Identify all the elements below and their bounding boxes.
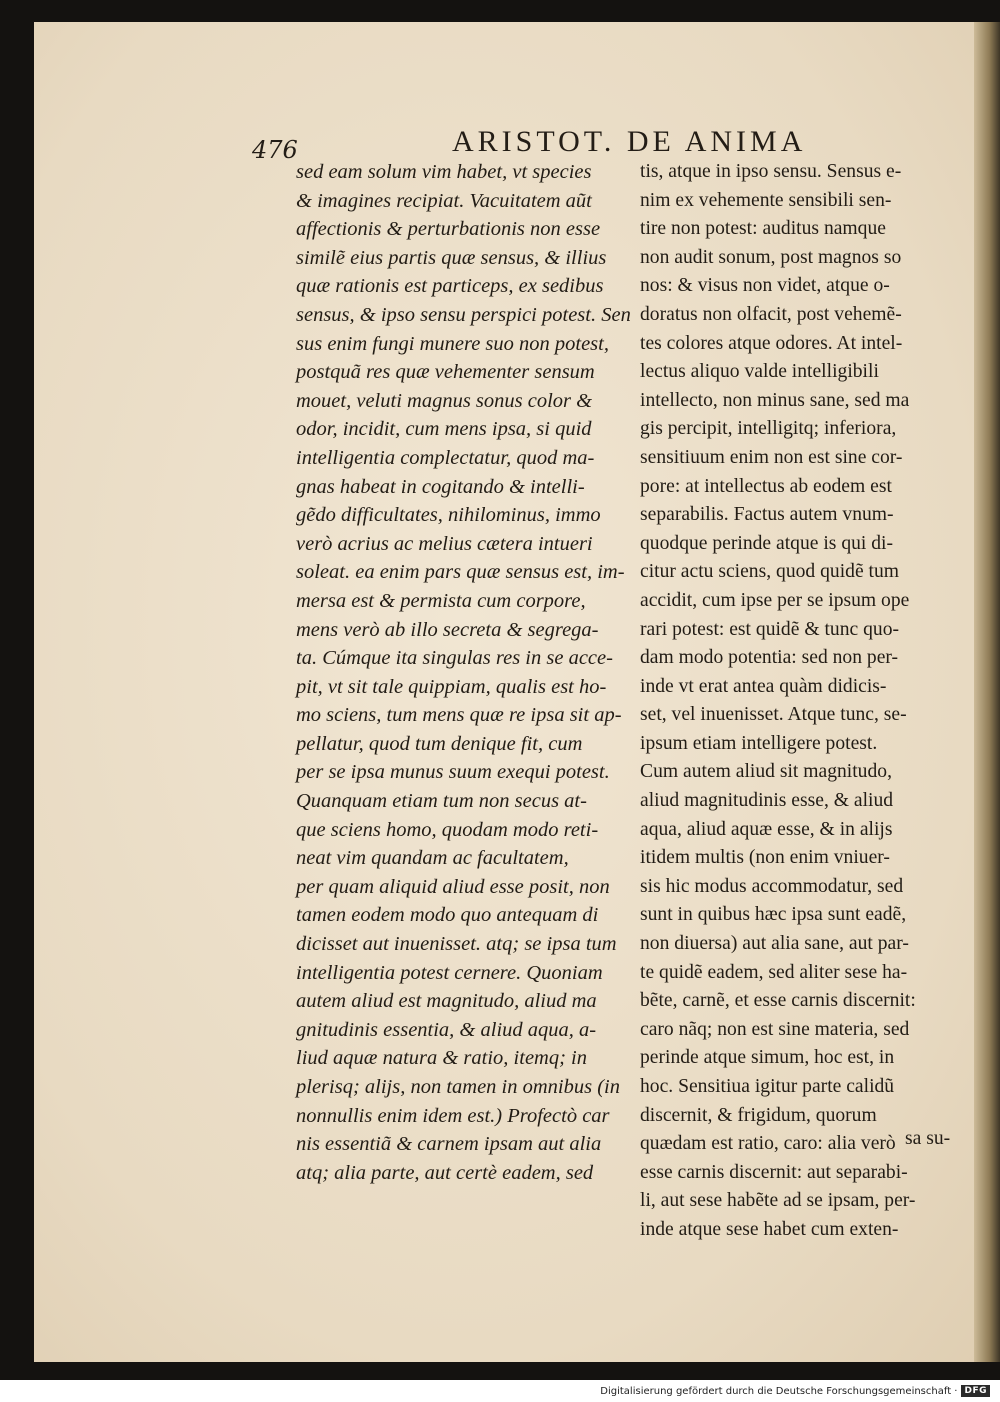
left-column-line: gnitudinis essentia, & aliud aqua, a- <box>296 1018 597 1041</box>
right-column-line: nim ex vehemente sensibili sen- <box>640 189 892 211</box>
left-column-line: intelligentia complectatur, quod ma- <box>296 446 595 469</box>
left-column-line: affectionis & perturbationis non esse <box>296 218 601 241</box>
right-column-line: rari potest: est quidẽ & tunc quo- <box>640 618 900 640</box>
left-column-line: soleat. ea enim pars quæ sensus est, im- <box>296 561 625 584</box>
right-column-line: itidem multis (non enim vniuer- <box>640 847 890 869</box>
left-column-line: sed eam solum vim habet, vt species <box>296 161 592 183</box>
right-column-line: te quidẽ eadem, sed aliter sese ha- <box>640 961 908 983</box>
right-column-line: separabilis. Factus autem vnum- <box>640 504 894 526</box>
left-column-line: mens verò ab illo secreta & segrega- <box>296 618 599 641</box>
right-column-roman-text <box>640 158 972 1245</box>
left-column-line: tamen eodem modo quo antequam di <box>296 904 599 927</box>
left-column-line: gnas habeat in cogitando & intelli- <box>296 475 585 498</box>
left-column-line: nonnullis enim idem est.) Profectò car <box>296 1104 610 1127</box>
left-column-line: sensus, & ipso sensu perspici potest. Sen <box>296 303 631 326</box>
right-column-line: doratus non olfacit, post vehemẽ- <box>640 303 902 325</box>
left-column-line: odor, incidit, cum mens ipsa, si quid <box>296 418 592 441</box>
right-column-line: aliud magnitudinis esse, & aliud <box>640 790 894 812</box>
right-column-line: tire non potest: auditus namque <box>640 218 886 240</box>
right-column-line: inde atque sese habet cum exten- <box>640 1218 899 1240</box>
right-column-line: gis percipit, intelligitq; inferiora, <box>640 418 897 440</box>
left-column-line: atq; alia parte, aut certè eadem, sed <box>296 1161 594 1184</box>
left-column-line: que sciens homo, quodam modo reti- <box>296 818 599 841</box>
left-column-line: pit, vt sit tale quippiam, qualis est ho- <box>296 675 607 698</box>
right-column-line: sis hic modus accommodatur, sed <box>640 875 904 897</box>
right-column-line: esse carnis discernit: aut separabi- <box>640 1161 908 1183</box>
left-column-line: ta. Cúmque ita singulas res in se acce- <box>296 647 613 670</box>
left-column-line: verò acrius ac melius cætera intueri <box>296 532 593 555</box>
right-column-line: pore: at intellectus ab eodem est <box>640 475 892 497</box>
right-column-line: inde vt erat antea quàm didicis- <box>640 675 887 697</box>
left-column-line: postquã res quæ vehementer sensum <box>296 361 595 384</box>
right-column-line: tis, atque in ipso sensu. Sensus e- <box>640 161 902 182</box>
right-column-line: ipsum etiam intelligere potest. <box>640 732 878 754</box>
right-column-line: perinde atque simum, hoc est, in <box>640 1047 895 1069</box>
right-column-line: hoc. Sensitiua igitur parte calidũ <box>640 1076 895 1097</box>
right-column-line: citur actu sciens, quod quidẽ tum <box>640 561 900 583</box>
left-column-line: autem aliud est magnitudo, aliud ma <box>296 990 597 1013</box>
left-column-line: Quanquam etiam tum non secus at- <box>296 790 587 813</box>
right-column-line: aqua, aliud aquæ esse, & in alijs <box>640 818 893 840</box>
page-edge <box>974 22 1000 1362</box>
right-column-line: non diuersa) aut alia sane, aut par- <box>640 933 909 955</box>
page-number: 476 <box>252 136 298 164</box>
left-column-line: per se ipsa munus suum exequi potest. <box>296 761 610 784</box>
left-column-line: dicisset aut inuenisset. atq; se ipsa tum <box>296 933 617 956</box>
right-column-line: discernit, & frigidum, quorum <box>640 1104 877 1126</box>
right-column-line: li, aut sese habẽte ad se ipsam, per- <box>640 1190 916 1212</box>
right-column-line: dam modo potentia: sed non per- <box>640 647 899 669</box>
left-column-line: mo sciens, tum mens quæ re ipsa sit ap- <box>296 704 622 727</box>
catchword: sa su- <box>905 1128 951 1149</box>
left-column-line: neat vim quandam ac facultatem, <box>296 847 569 870</box>
running-head: ARISTOT. DE ANIMA <box>452 125 807 158</box>
right-column-line: tes colores atque odores. At intel- <box>640 332 903 354</box>
left-column-line: & imagines recipiat. Vacuitatem aũt <box>296 189 592 212</box>
right-column-line: accidit, cum ipse per se ipsum ope <box>640 589 910 611</box>
right-column-line: intellecto, non minus sane, sed ma <box>640 389 910 411</box>
left-column-line: intelligentia potest cernere. Quoniam <box>296 961 603 984</box>
right-column-line: sunt in quibus hæc ipsa sunt eadẽ, <box>640 904 907 926</box>
right-column-line: quodque perinde atque is qui di- <box>640 532 894 554</box>
left-column-line: pellatur, quod tum denique fit, cum <box>296 732 583 755</box>
right-column-line: bẽte, carnẽ, et esse carnis discernit: <box>640 990 916 1012</box>
right-column-line: set, vel inuenisset. Atque tunc, se- <box>640 704 907 726</box>
left-column-line: liud aquæ natura & ratio, itemq; in <box>296 1047 587 1070</box>
left-column-line: gẽdo difficultates, nihilominus, immo <box>296 504 601 527</box>
right-column-line: caro nãq; non est sine materia, sed <box>640 1018 910 1040</box>
left-column-line: sus enim fungi munere suo non potest, <box>296 332 609 355</box>
left-column-line: per quam aliquid aliud esse posit, non <box>296 875 610 898</box>
left-column-line: similẽ eius partis quæ sensus, & illius <box>296 246 607 269</box>
right-column-line: quædam est ratio, caro: alia verò <box>640 1133 896 1155</box>
right-column-line: non audit sonum, post magnos so <box>640 246 902 268</box>
right-column-line: lectus aliquo valde intelligibili <box>640 361 879 383</box>
left-column-line: mersa est & permista cum corpore, <box>296 589 586 612</box>
left-column-line: mouet, veluti magnus sonus color & <box>296 389 593 412</box>
right-column-line: sensitiuum enim non est sine cor- <box>640 446 903 468</box>
right-column-line: Cum autem aliud sit magnitudo, <box>640 761 892 783</box>
left-column-line: quæ rationis est particeps, ex sedibus <box>296 275 604 298</box>
left-column-line: plerisq; alijs, non tamen in omnibus (in <box>296 1076 621 1098</box>
dfg-logo: DFG <box>961 1385 990 1397</box>
digitization-credit <box>600 1385 990 1397</box>
right-column-line: nos: & visus non videt, atque o- <box>640 275 890 297</box>
left-column-italic-text <box>296 158 632 1187</box>
left-column-line: nis essentiã & carnem ipsam aut alia <box>296 1133 602 1156</box>
credit-text: Digitalisierung gefördert durch die Deutsche Forschungsgemeinschaft · <box>600 1385 958 1397</box>
